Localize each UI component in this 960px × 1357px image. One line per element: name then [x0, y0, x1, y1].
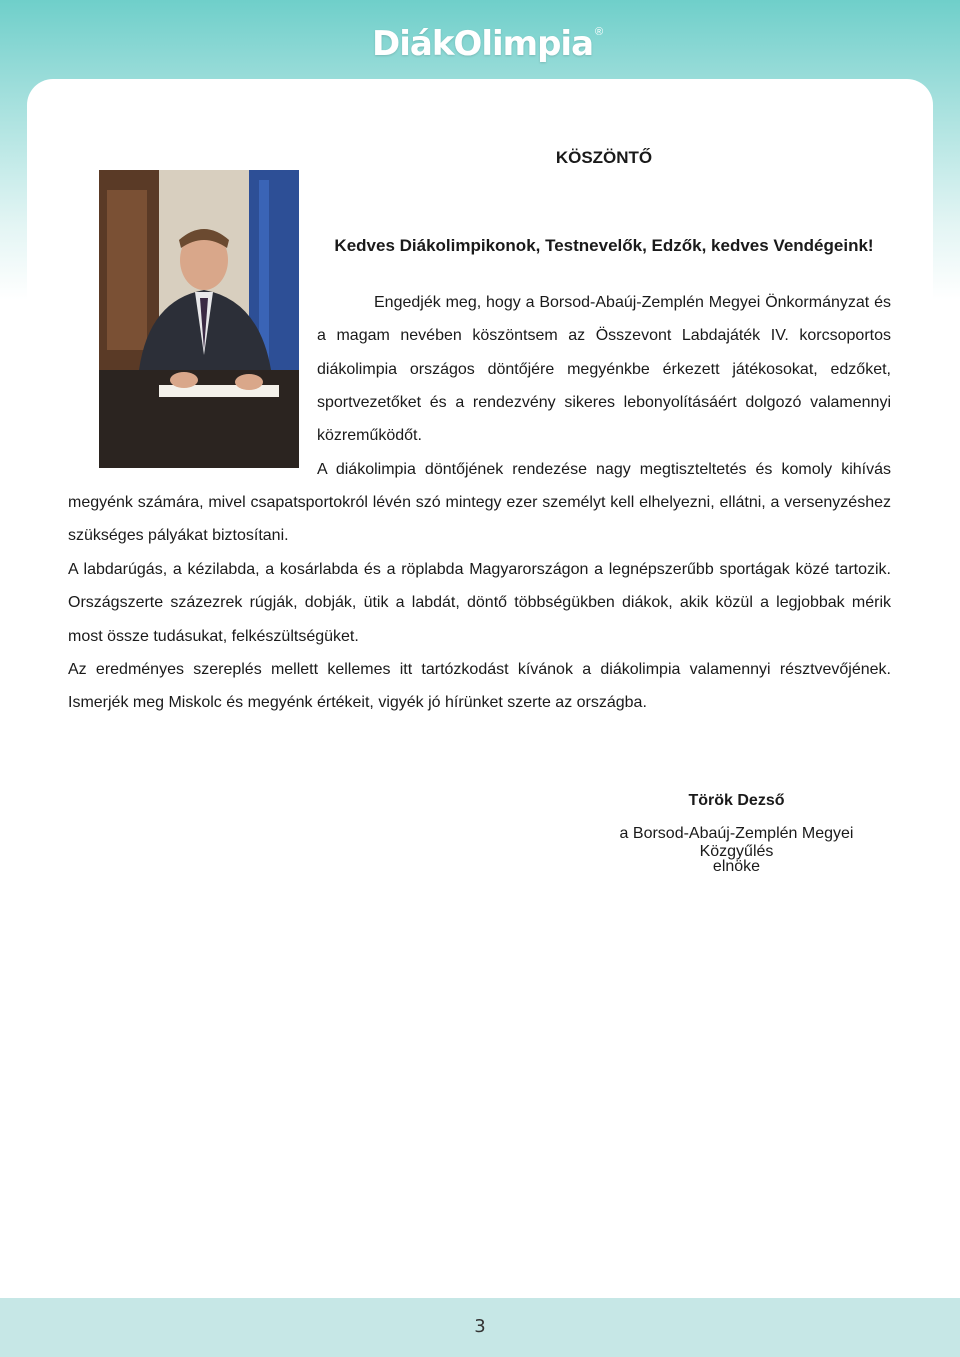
portrait-photo — [99, 170, 299, 468]
paragraph-4: Az eredményes szereplés mellett kellemes itt tartózkodást kívánok a diákolimpia valamennyi résztvevőjének. Ismerjék meg Miskolc és megyénk értékeit, vigyék jó hírünket szerte az országba. — [68, 661, 891, 712]
diakolimpia-logo — [372, 22, 603, 66]
page-title: KÖSZÖNTŐ — [555, 148, 653, 167]
paragraph-2-cont: megyénk számára, mivel csapatsportokról lévén szó mintegy ezer személyt kell elhelyezni, ellátni, a versenyzéshez szükséges pályákat biztosítani. — [68, 494, 891, 545]
page-number: 3 — [474, 1316, 486, 1337]
signature-title: elnöke — [712, 858, 761, 875]
signature-name: Török Dezső — [688, 792, 785, 809]
paragraph-1: Engedjék meg, hogy a Borsod-Abaúj-Zemplén Megyei Önkormányzat és a magam nevében köszöntsem az Összevont Labdajáték IV. korcsoportos diákolimpia országos döntőjére megyénkbe érkezett játékosokat, edzőket, sportvezetőket és a rendezvény sikeres lebonyolításáért dolgozó valamennyi közreműködőt. — [317, 294, 891, 445]
paragraph-3: A labdarúgás, a kézilabda, a kosárlabda és a röplabda Magyarországon a legnépszerűbb sportágak közé tartozik. Országszerte százezrek rúgják, dobják, ütik a labdát, döntő többségükben diákok, akik közül a legjobbak mérik most össze tudásukat, felkészültségüket. — [68, 561, 891, 645]
portrait-illustration — [99, 170, 299, 468]
registered-mark: ® — [595, 26, 604, 38]
salutation: Kedves Diákolimpikonok, Testnevelők, Edzők, kedves Vendégeink! — [334, 236, 874, 255]
paragraph-2-start: A diákolimpia döntőjének rendezése nagy megtiszteltetés és komoly kihívás — [317, 461, 891, 478]
logo-text: DiákOlimpia — [372, 24, 594, 64]
signature-role: a Borsod-Abaúj-Zemplén Megyei Közgyűlés — [619, 825, 854, 860]
